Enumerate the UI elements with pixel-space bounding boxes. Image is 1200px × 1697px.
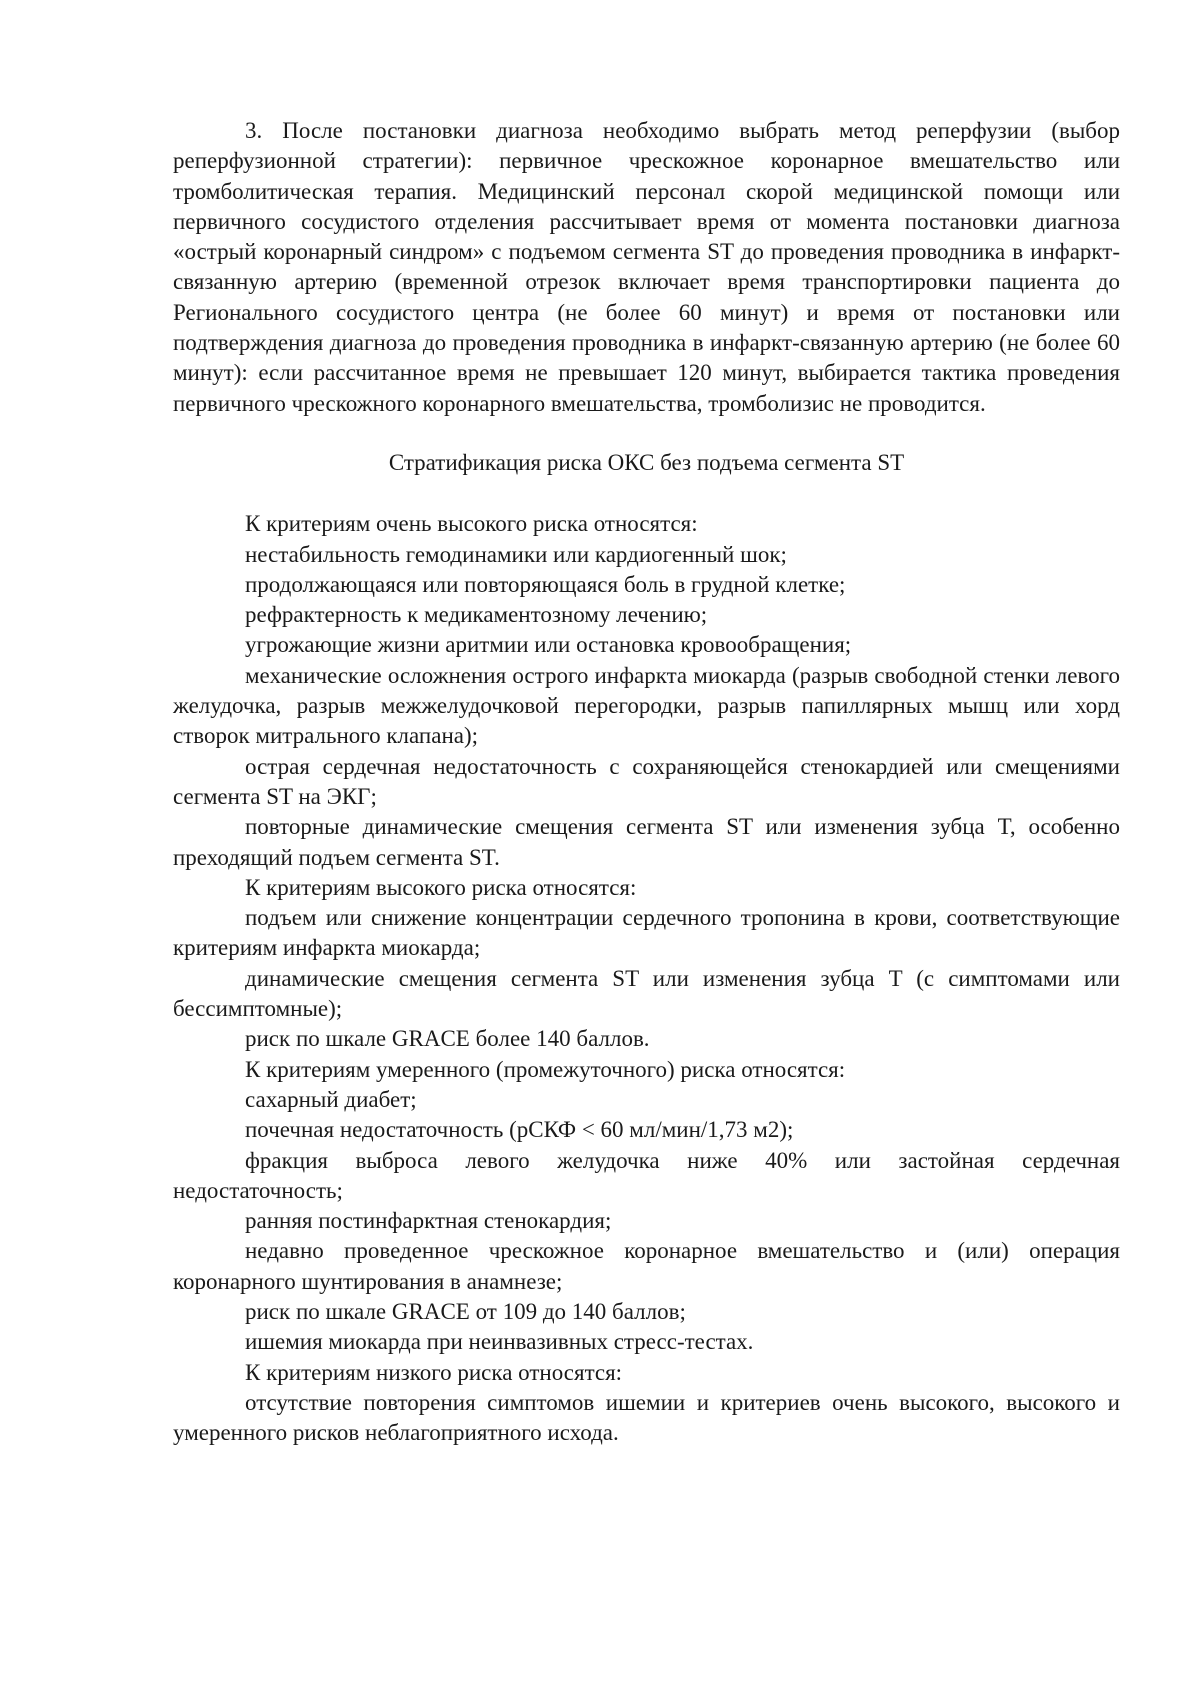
- criteria-item: почечная недостаточность (рСКФ < 60 мл/мин/1,73 м2);: [245, 1117, 794, 1143]
- criteria-item: рефрактерность к медикаментозному лечению;: [245, 602, 708, 628]
- criteria-item: продолжающаяся или повторяющаяся боль в грудной клетке;: [245, 571, 846, 597]
- criteria-item: сахарный диабет;: [245, 1086, 417, 1112]
- intro-paragraph: 3. После постановки диагноза необходимо выбрать метод реперфузии (выбор реперфузионной стратегии): первичное чрескожное коронарное вмешательство или тромболитическая терапия. Медицинский персонал скорой медицинской помощи или первичного сосудистого отделения рассчитывает время от момента постановки диагноза «острый коронарный синдром» с подъемом сегмента ST до проведения проводника в инфаркт-связанную артерию (временной отрезок включает время транспортировки пациента до Регионального сосудистого центра (не более 60 минут) и время от постановки или подтверждения диагноза до проведения проводника в инфаркт-связанную артерию (не более 60 минут): если рассчитанное время не превышает 120 минут, выбирается тактика проведения первичного чрескожного коронарного вмешательства, тромболизис не проводится.: [173, 118, 1120, 416]
- criteria-item: ишемия миокарда при неинвазивных стресс-тестах.: [245, 1329, 754, 1355]
- criteria-item: угрожающие жизни аритмии или остановка кровообращения;: [245, 632, 852, 658]
- criteria-item: острая сердечная недостаточность с сохраняющейся стенокардией или смещениями сегмента ST на ЭКГ;: [173, 753, 1120, 809]
- criteria-item: отсутствие повторения симптомов ишемии и критериев очень высокого, высокого и умеренного рисков неблагоприятного исхода.: [173, 1389, 1120, 1446]
- criteria-item: риск по шкале GRACE более 140 баллов.: [245, 1026, 650, 1052]
- criteria-item: механические осложнения острого инфаркта миокарда (разрыв свободной стенки левого желудочка, разрыв межжелудочковой перегородки, разрыв папиллярных мышц или хорд створок митрального клапана);: [173, 662, 1120, 749]
- criteria-item: нестабильность гемодинамики или кардиогенный шок;: [245, 541, 787, 567]
- section-heading: Стратификация риска ОКС без подъема сегмента ST: [388, 449, 905, 475]
- criteria-very-high-header: К критериям очень высокого риска относятся:: [245, 511, 698, 537]
- criteria-moderate-header: К критериям умеренного (промежуточного) риска относятся:: [245, 1056, 846, 1082]
- criteria-item: динамические смещения сегмента ST или изменения зубца T (с симптомами или бессимптомные);: [173, 965, 1120, 1022]
- criteria-high-header: К критериям высокого риска относятся:: [245, 874, 637, 900]
- criteria-item: ранняя постинфарктная стенокардия;: [245, 1208, 612, 1234]
- criteria-item: повторные динамические смещения сегмента ST или изменения зубца T, особенно преходящий подъем сегмента ST.: [173, 814, 1120, 870]
- criteria-item: фракция выброса левого желудочка ниже 40% или застойная сердечная недостаточность;: [173, 1147, 1120, 1203]
- criteria-item: недавно проведенное чрескожное коронарное вмешательство и (или) операция коронарного шунтирования в анамнезе;: [173, 1238, 1120, 1294]
- criteria-item: риск по шкале GRACE от 109 до 140 баллов;: [245, 1298, 686, 1324]
- criteria-item: подъем или снижение концентрации сердечного тропонина в крови, соответствующие критериям инфаркта миокарда;: [173, 905, 1120, 961]
- criteria-low-header: К критериям низкого риска относятся:: [245, 1359, 623, 1385]
- document-page: [173, 116, 1120, 1448]
